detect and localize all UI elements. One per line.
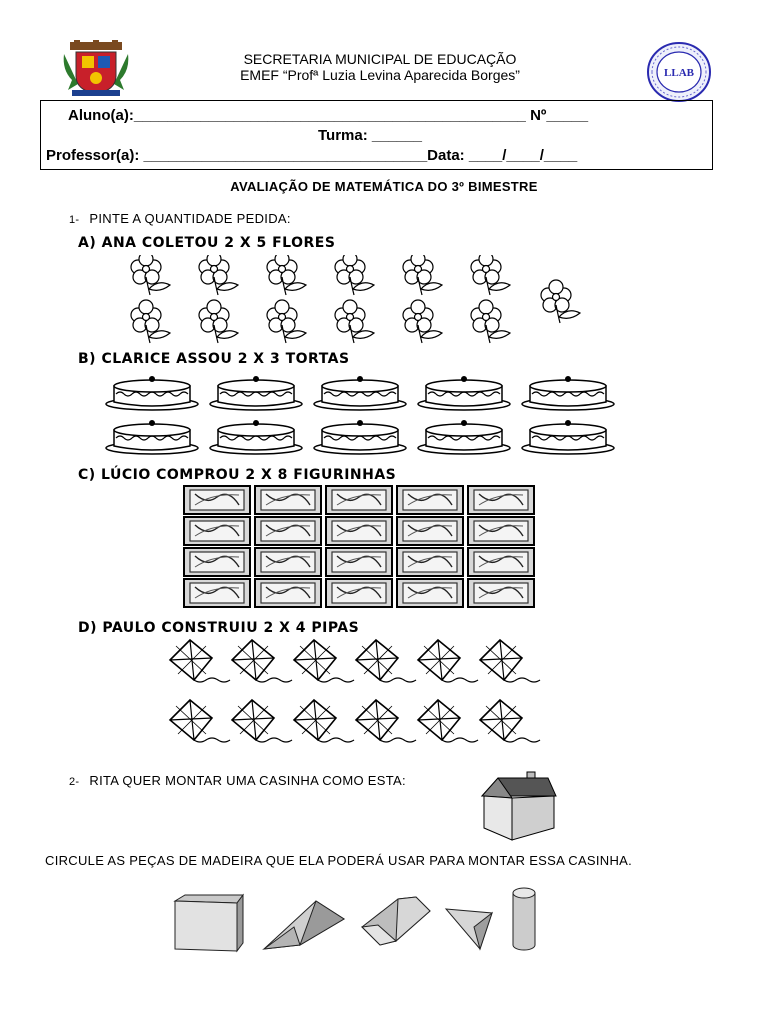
flower-icon[interactable] bbox=[335, 300, 374, 343]
house-image bbox=[478, 766, 560, 844]
question-2-number: 2- bbox=[69, 776, 80, 788]
sticker-icon[interactable] bbox=[184, 517, 250, 545]
question-2-text: RITA QUER MONTAR UMA CASINHA COMO ESTA: bbox=[89, 773, 406, 788]
sticker-icon[interactable] bbox=[397, 486, 463, 514]
cake-icon[interactable] bbox=[314, 420, 406, 454]
teacher-date-field[interactable]: Professor(a): __________________________________Data: ____/____/____ bbox=[46, 147, 578, 164]
city-coat-of-arms bbox=[62, 40, 130, 98]
cake-icon[interactable] bbox=[522, 376, 614, 410]
piece-pyramid-icon[interactable] bbox=[444, 903, 496, 951]
sticker-icon[interactable] bbox=[255, 517, 321, 545]
kite-icon[interactable] bbox=[418, 700, 478, 742]
flower-icon[interactable] bbox=[471, 255, 510, 295]
sticker-icon[interactable] bbox=[397, 579, 463, 607]
cake-icon[interactable] bbox=[106, 420, 198, 454]
flower-icon[interactable] bbox=[267, 300, 306, 343]
flower-icon[interactable] bbox=[131, 300, 170, 343]
question-1-number: 1- bbox=[69, 214, 80, 226]
flower-icon[interactable] bbox=[471, 300, 510, 343]
flowers-group bbox=[128, 255, 608, 350]
sticker-icon[interactable] bbox=[397, 548, 463, 576]
cake-icon[interactable] bbox=[314, 376, 406, 410]
kite-icon[interactable] bbox=[170, 700, 230, 742]
sticker-icon[interactable] bbox=[326, 517, 392, 545]
item-c-label: C) LÚCIO COMPROU 2 X 8 FIGURINHAS bbox=[78, 467, 397, 483]
sticker-icon[interactable] bbox=[468, 548, 534, 576]
kite-icon[interactable] bbox=[294, 640, 354, 682]
piece-hexagonal-prism-icon[interactable] bbox=[358, 893, 434, 953]
student-name-field[interactable]: Aluno(a):_______________________________________________ Nº_____ bbox=[68, 107, 589, 124]
kite-icon[interactable] bbox=[170, 640, 230, 682]
item-a-label: A) ANA COLETOU 2 X 5 FLORES bbox=[78, 235, 336, 251]
flower-icon[interactable] bbox=[199, 255, 238, 295]
kite-icon[interactable] bbox=[294, 700, 354, 742]
kite-icon[interactable] bbox=[418, 640, 478, 682]
sticker-icon[interactable] bbox=[184, 579, 250, 607]
header-school-name: EMEF “Profª Luzia Levina Aparecida Borges” bbox=[240, 67, 520, 83]
cake-icon[interactable] bbox=[418, 376, 510, 410]
header-secretaria: SECRETARIA MUNICIPAL DE EDUCAÇÃO bbox=[243, 51, 517, 67]
sticker-icon[interactable] bbox=[255, 579, 321, 607]
kite-icon[interactable] bbox=[356, 700, 416, 742]
kite-icon[interactable] bbox=[480, 640, 540, 682]
sticker-icon[interactable] bbox=[468, 579, 534, 607]
class-field[interactable]: Turma: ______ bbox=[318, 127, 422, 144]
sticker-icon[interactable] bbox=[184, 548, 250, 576]
kites-group bbox=[160, 636, 570, 766]
flower-icon[interactable] bbox=[541, 280, 580, 323]
kite-icon[interactable] bbox=[480, 700, 540, 742]
piece-cube-icon[interactable] bbox=[171, 893, 247, 953]
cake-icon[interactable] bbox=[210, 420, 302, 454]
sticker-icon[interactable] bbox=[397, 517, 463, 545]
cake-icon[interactable] bbox=[522, 420, 614, 454]
question-1 bbox=[69, 211, 291, 226]
cake-icon[interactable] bbox=[106, 376, 198, 410]
student-info-box bbox=[40, 100, 713, 170]
flower-icon[interactable] bbox=[335, 255, 374, 295]
flower-icon[interactable] bbox=[199, 300, 238, 343]
school-stamp bbox=[646, 41, 712, 103]
question-2-instruction: CIRCULE AS PEÇAS DE MADEIRA QUE ELA PODERÁ USAR PARA MONTAR ESSA CASINHA. bbox=[45, 853, 633, 868]
sticker-icon[interactable] bbox=[326, 548, 392, 576]
item-b-label: B) CLARICE ASSOU 2 X 3 TORTAS bbox=[78, 351, 350, 367]
piece-triangular-prism-icon[interactable] bbox=[260, 897, 346, 953]
kite-icon[interactable] bbox=[356, 640, 416, 682]
question-2 bbox=[69, 773, 406, 788]
page-title: AVALIAÇÃO DE MATEMÁTICA DO 3º BIMESTRE bbox=[230, 179, 538, 194]
sticker-icon[interactable] bbox=[326, 486, 392, 514]
stickers-group bbox=[183, 485, 543, 615]
sticker-icon[interactable] bbox=[184, 486, 250, 514]
flower-icon[interactable] bbox=[267, 255, 306, 295]
stamp-text: LLAB bbox=[664, 67, 694, 79]
question-1-text: PINTE A QUANTIDADE PEDIDA: bbox=[89, 211, 291, 226]
kite-icon[interactable] bbox=[232, 640, 292, 682]
item-d-label: D) PAULO CONSTRUIU 2 X 4 PIPAS bbox=[78, 620, 360, 636]
cake-icon[interactable] bbox=[418, 420, 510, 454]
cake-icon[interactable] bbox=[210, 376, 302, 410]
sticker-icon[interactable] bbox=[468, 517, 534, 545]
sticker-icon[interactable] bbox=[468, 486, 534, 514]
sticker-icon[interactable] bbox=[326, 579, 392, 607]
piece-cylinder-icon[interactable] bbox=[509, 885, 539, 953]
cakes-group bbox=[100, 372, 620, 462]
sticker-icon[interactable] bbox=[255, 486, 321, 514]
flower-icon[interactable] bbox=[403, 300, 442, 343]
kite-icon[interactable] bbox=[232, 700, 292, 742]
sticker-icon[interactable] bbox=[255, 548, 321, 576]
flower-icon[interactable] bbox=[131, 255, 170, 295]
flower-icon[interactable] bbox=[403, 255, 442, 295]
